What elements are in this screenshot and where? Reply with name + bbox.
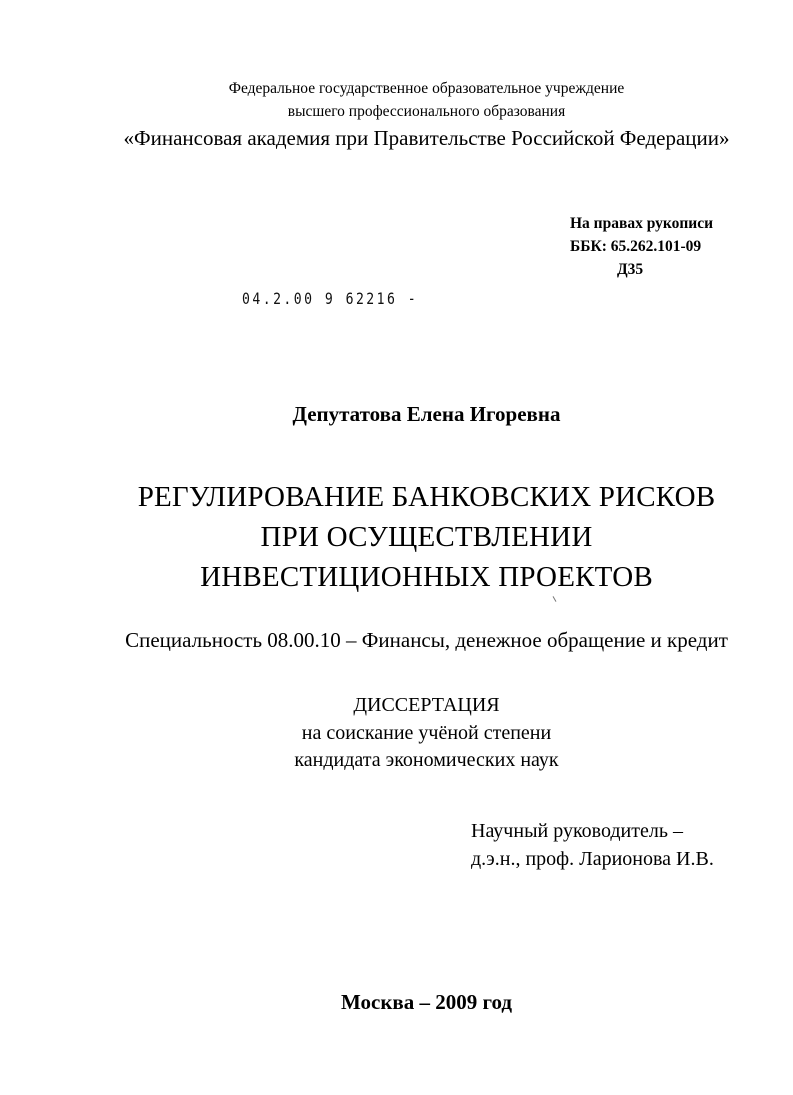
- scan-speck: [553, 596, 557, 602]
- supervisor-name: д.э.н., проф. Ларионова И.В.: [471, 848, 714, 870]
- dissertation-degree-line-2: кандидата экономических наук: [294, 749, 559, 771]
- author-mark: Д35: [617, 261, 644, 278]
- city-year: Москва – 2009 год: [340, 990, 513, 1014]
- dissertation-heading: ДИССЕРТАЦИЯ: [353, 694, 500, 716]
- author-name: Депутатова Елена Игоревна: [292, 402, 561, 426]
- dissertation-degree-line-1: на соискание учёной степени: [301, 722, 552, 744]
- title-line-1: РЕГУЛИРОВАНИЕ БАНКОВСКИХ РИСКОВ: [137, 481, 716, 513]
- manuscript-rights: На правах рукописи: [570, 215, 714, 232]
- institution-line-1: Федеральное государственное образовательное учреждение: [228, 80, 625, 97]
- registration-stamp: 04.2.00 9 62216 -: [242, 289, 419, 308]
- institution-line-2: высшего профессионального образования: [287, 103, 566, 120]
- specialty: Специальность 08.00.10 – Финансы, денежное обращение и кредит: [125, 628, 728, 652]
- supervisor-label: Научный руководитель –: [471, 820, 683, 842]
- title-line-3: ИНВЕСТИЦИОННЫХ ПРОЕКТОВ: [200, 561, 653, 593]
- bbk-code: ББК: 65.262.101-09: [570, 238, 702, 255]
- institution-name: «Финансовая академия при Правительстве Российской Федерации»: [123, 126, 730, 150]
- title-line-2: ПРИ ОСУЩЕСТВЛЕНИИ: [260, 521, 593, 553]
